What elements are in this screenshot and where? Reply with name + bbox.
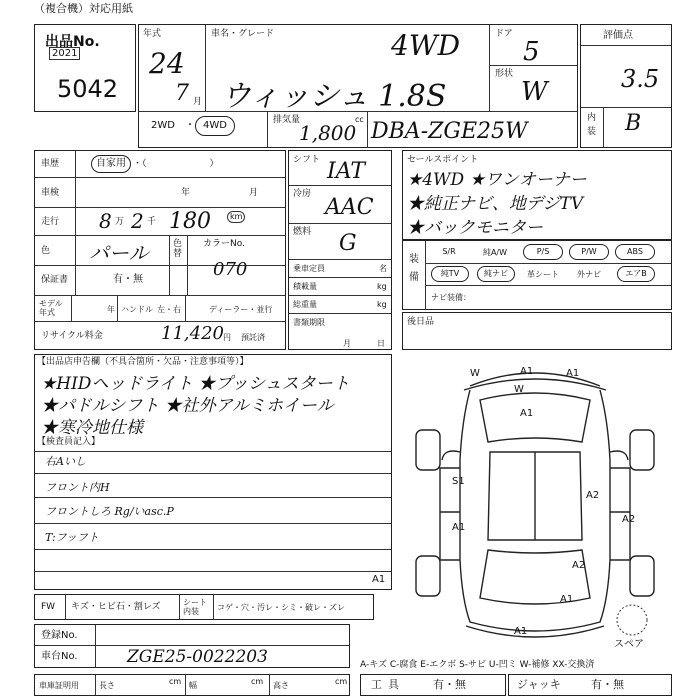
model-code: DBA-ZGE25W — [371, 119, 528, 144]
equip-alloy: 純A/W — [482, 248, 508, 257]
displacement-label: 排気量 — [273, 115, 301, 125]
certificate-row — [34, 674, 350, 696]
diagram-mark-a2-right: A2 — [586, 490, 600, 501]
name-label: 車名・グレード — [211, 29, 275, 39]
capacity-unit: 名 — [379, 264, 387, 273]
document-month: 月 — [343, 339, 351, 348]
diagram-mark-a1-bumper: A1 — [560, 594, 574, 605]
diagram-mark-a1-rear: A1 — [514, 626, 528, 637]
diagram-mark-a1-left: A1 — [452, 522, 466, 533]
later-label: 後日品 — [407, 317, 435, 327]
equip-ext-navi: 外ナビ — [577, 270, 601, 279]
sales-label: セールスポイント — [407, 155, 479, 165]
width-label: 幅 — [189, 681, 197, 690]
form-caption: （複合機）対応用紙 — [34, 2, 133, 15]
height-unit: cm — [335, 677, 348, 686]
model-year-unit: 年 — [107, 305, 115, 314]
dealer-label: ディーラー・並行 — [209, 305, 273, 314]
displacement-value: 1,800 — [299, 121, 357, 145]
height-label: 高さ — [273, 681, 289, 690]
chassis-label: 車台No. — [41, 651, 78, 662]
lot-box — [34, 24, 136, 112]
mileage-sen: 2 — [131, 209, 144, 233]
shape-label: 形状 — [495, 69, 514, 79]
ac-value: AAC — [325, 195, 374, 220]
interior-label: 内装 — [587, 113, 597, 137]
sales-line-2: ★純正ナビ、地デジTV — [407, 194, 584, 214]
diagram-mark-a1-right: A1 — [566, 368, 580, 379]
reg-label: 登録No. — [41, 630, 78, 641]
spare-label: スペア — [614, 639, 644, 650]
declaration-line-1: ★HIDヘッドライト ★プッシュスタート — [41, 374, 350, 394]
inspector-label: 【検査員記入】 — [37, 437, 101, 447]
fw-row — [34, 594, 374, 620]
fuel-value: G — [339, 231, 357, 256]
later-box — [402, 312, 672, 350]
sales-box — [402, 150, 672, 240]
specs-table — [288, 150, 392, 350]
spare-tire-icon — [612, 600, 652, 640]
grade-score: 3.5 — [621, 65, 660, 93]
month-label: 月 — [193, 97, 203, 107]
diagram-mark-a1-side: A1 — [372, 574, 386, 585]
lot-label: 出品No. — [45, 34, 100, 50]
equip-sr: S/R — [442, 247, 456, 256]
warranty-label: 保証書 — [41, 275, 69, 285]
drive-2wd: 2WD — [151, 120, 175, 131]
interior-grade: B — [625, 111, 642, 136]
diagram-mark-w-front: W — [470, 368, 480, 379]
history-circled: 自家用 — [91, 155, 131, 173]
diagram-mark-a1-hood: A1 — [520, 408, 534, 419]
navi-equip-label: ナビ装備： — [431, 293, 471, 302]
month-value: 7 — [175, 81, 189, 106]
year-label: 年式 — [143, 29, 162, 39]
vehicle-box: 年式 24 7 月 車名・グレード 4WD ウィッシュ 1.8S ドア 5 形状 W 2WD ・ 4WD 排気量 cc 1,800 DBA-ZGE25W — [138, 24, 578, 148]
equipment-label: 装備 — [409, 254, 419, 283]
equip-pw: P/W — [569, 244, 609, 260]
model-year-label: モデル年式 — [39, 299, 63, 317]
mileage-label: 走行 — [41, 217, 60, 227]
inspector-line-3: フロントしろ Rg/いasc.P — [45, 505, 174, 518]
cc-unit: cc — [355, 115, 364, 124]
grade-box — [580, 24, 672, 148]
history-label: 車歴 — [41, 159, 60, 169]
equip-leather: 革シート — [527, 270, 559, 279]
mileage-sen-unit: 千 — [147, 217, 157, 227]
mileage-man-unit: 万 — [115, 217, 125, 227]
jack-box — [508, 674, 672, 696]
document-label: 書類期限 — [293, 318, 325, 327]
inspector-line-4: T:フッフト — [45, 531, 99, 544]
tools-value: 有・無 — [433, 678, 466, 691]
mileage-rest: 180 — [169, 209, 211, 234]
chassis-value: ZGE25-0022203 — [127, 647, 268, 667]
fw-items2: コゲ・穴・汚レ・シミ・破レ・ズレ — [217, 603, 345, 612]
load-unit: kg — [377, 282, 387, 291]
color-value: パール — [89, 241, 149, 265]
inspection-label: 車検 — [41, 188, 60, 198]
equip-navi: 純ナビ — [477, 266, 515, 282]
diagram-mark-a1-nose: A1 — [520, 366, 534, 377]
damage-legend: A-キズ C-腐食 E-エクボ S-サビ U-凹ミ W-補修 XX-交換済 — [360, 660, 595, 670]
equip-abs: ABS — [615, 244, 655, 260]
certificate-label: 車庫証明用 — [39, 681, 79, 690]
equip-ps: P/S — [523, 244, 563, 260]
document-day: 日 — [377, 339, 385, 348]
diagram-mark-w-hood: W — [514, 384, 524, 395]
change-label: 色替 — [173, 239, 183, 259]
fw-label: FW — [41, 602, 56, 612]
inspection-month-label: 月 — [249, 188, 259, 198]
door-label: ドア — [495, 29, 513, 39]
year-value: 24 — [149, 47, 185, 80]
history-suffix: ・（ ） — [133, 159, 219, 169]
drive-note: 4WD — [391, 29, 461, 62]
sales-line-1: ★4WD ★ワンオーナー — [407, 170, 587, 190]
drive-4wd-circled: 4WD — [195, 116, 235, 136]
shift-value: IAT — [327, 159, 366, 184]
lot-number: 5042 — [57, 75, 119, 103]
handle-label: ハンドル — [121, 305, 153, 314]
inspection-year-label: 年 — [181, 188, 191, 198]
declaration-line-2: ★パドルシフト ★社外アルミホイール — [41, 396, 334, 416]
shape-value: W — [521, 77, 548, 107]
diagram-mark-a2-rear: A2 — [572, 560, 586, 571]
grade-label: 評価点 — [603, 30, 633, 41]
declaration-label: 【出品店申告欄（不具合箇所・欠品・注意事項等）】 — [37, 357, 249, 367]
vehicle-name: ウィッシュ 1.8S — [221, 79, 447, 114]
registration-box — [34, 624, 350, 668]
warranty-value: 有・無 — [113, 274, 143, 285]
color-code: 070 — [213, 259, 248, 280]
deposit-label: 預託済 — [241, 333, 265, 342]
mileage-man: 8 — [99, 209, 112, 233]
sales-line-3: ★バックモニター — [407, 218, 543, 238]
declaration-box — [34, 354, 392, 590]
fw-items: キズ・ヒビ石・割レズ — [71, 602, 161, 612]
inspector-line-2: フロント内H — [45, 481, 110, 494]
diagram-mark-s1: S1 — [452, 476, 465, 487]
tools-label: 工具 — [371, 678, 405, 691]
weight-unit: kg — [377, 300, 387, 309]
length-label: 長さ — [99, 681, 115, 690]
recycle-value: 11,420 — [161, 323, 224, 344]
seat-label: シート内装 — [183, 598, 207, 616]
equip-airbag: エアB — [617, 266, 655, 282]
detail-table — [34, 150, 286, 350]
ac-label: 冷房 — [293, 189, 312, 199]
fuel-label: 燃料 — [293, 227, 312, 237]
recycle-unit: 円 — [223, 333, 231, 342]
load-label: 積載量 — [293, 282, 317, 291]
inspector-line-1: 右Aいし — [45, 455, 86, 468]
door-value: 5 — [523, 37, 540, 67]
equipment-box — [402, 240, 672, 310]
width-unit: cm — [251, 677, 264, 686]
handle-value: 左・右 — [157, 305, 181, 314]
equip-tv: 純TV — [431, 266, 469, 282]
tools-box — [360, 674, 506, 696]
diagram-mark-a2-rear-right: A2 — [622, 514, 636, 525]
length-unit: cm — [169, 677, 182, 686]
capacity-label: 乗車定員 — [293, 264, 325, 273]
weight-label: 総重量 — [293, 300, 317, 309]
km-unit: km — [227, 211, 245, 223]
year-stamp: 2021 — [49, 47, 80, 60]
shift-label: シフト — [293, 155, 321, 165]
color-label: 色 — [41, 246, 51, 256]
declaration-line-3: ★寒冷地仕様 — [41, 418, 143, 438]
recycle-label: リサイクル料金 — [41, 331, 103, 341]
color-code-label: カラーNo. — [203, 239, 245, 249]
jack-value: 有・無 — [591, 678, 624, 691]
jack-label: ジャッキ — [517, 678, 561, 691]
